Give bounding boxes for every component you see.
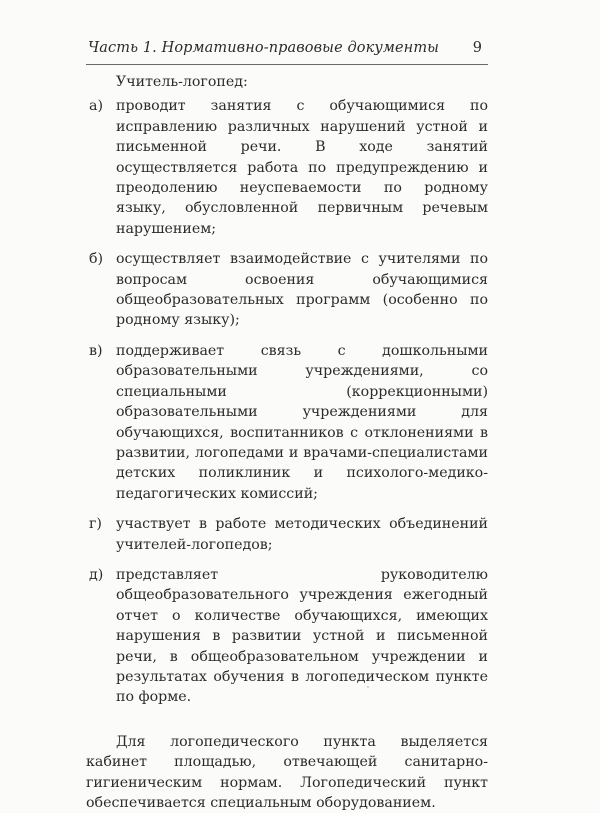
list-marker: в) [89,342,103,359]
list-item-text: осуществляет взаимодействие с учителями по вопросам освоения обучающимися общеобразовательных программ (особенно по родному языку); [116,251,488,329]
list-marker: г) [89,516,102,533]
list-marker: а) [89,98,103,115]
list-marker: д) [89,566,104,583]
list-item-text: участвует в работе методических объединений учителей-логопедов; [116,516,488,553]
list-item [86,96,488,239]
list-item-text: поддерживает связь с дошкольными образовательными учреждениями, со специальными (коррекционными) образовательными учреждениями для обучающихся, воспитанников с отклонениями в развитии, логопедами и врачами-специалистами детских поликлиник и психолого-медико-педагогических комиссий; [116,342,488,502]
list-item [86,249,488,331]
list-item-text: проводит занятия с обучающимися по исправлению различных нарушений устной и письменной речи. В ходе занятий осуществляется работа по предупреждению и преодолению неуспеваемости по родному языку, обусловленной первичным речевым нарушением; [116,98,488,237]
list-item [86,341,488,504]
duties-list [86,96,488,707]
paper-speck [367,686,369,688]
list-item-text: представляет руководителю общеобразовательного учреждения ежегодный отчет о количестве обучающихся, имеющих нарушения в развитии устной и письменной речи, в общеобразовательном учреждении и результатах обучения в логопедическом пункте по форме. [116,566,488,706]
list-item [86,514,488,555]
running-header [86,40,488,65]
closing-paragraph: Для логопедического пункта выделяется кабинет площадью, отвечающей санитарно-гигиеническим нормам. Логопедический пункт обеспечивается специальным оборудованием. [86,733,488,811]
list-marker: б) [89,251,104,268]
page-number: 9 [472,40,482,56]
intro-line: Учитель-логопед: [116,74,248,90]
page-body [86,72,488,813]
running-header-title: Часть 1. Нормативно-правовые документы [88,40,440,56]
list-item [86,565,488,708]
